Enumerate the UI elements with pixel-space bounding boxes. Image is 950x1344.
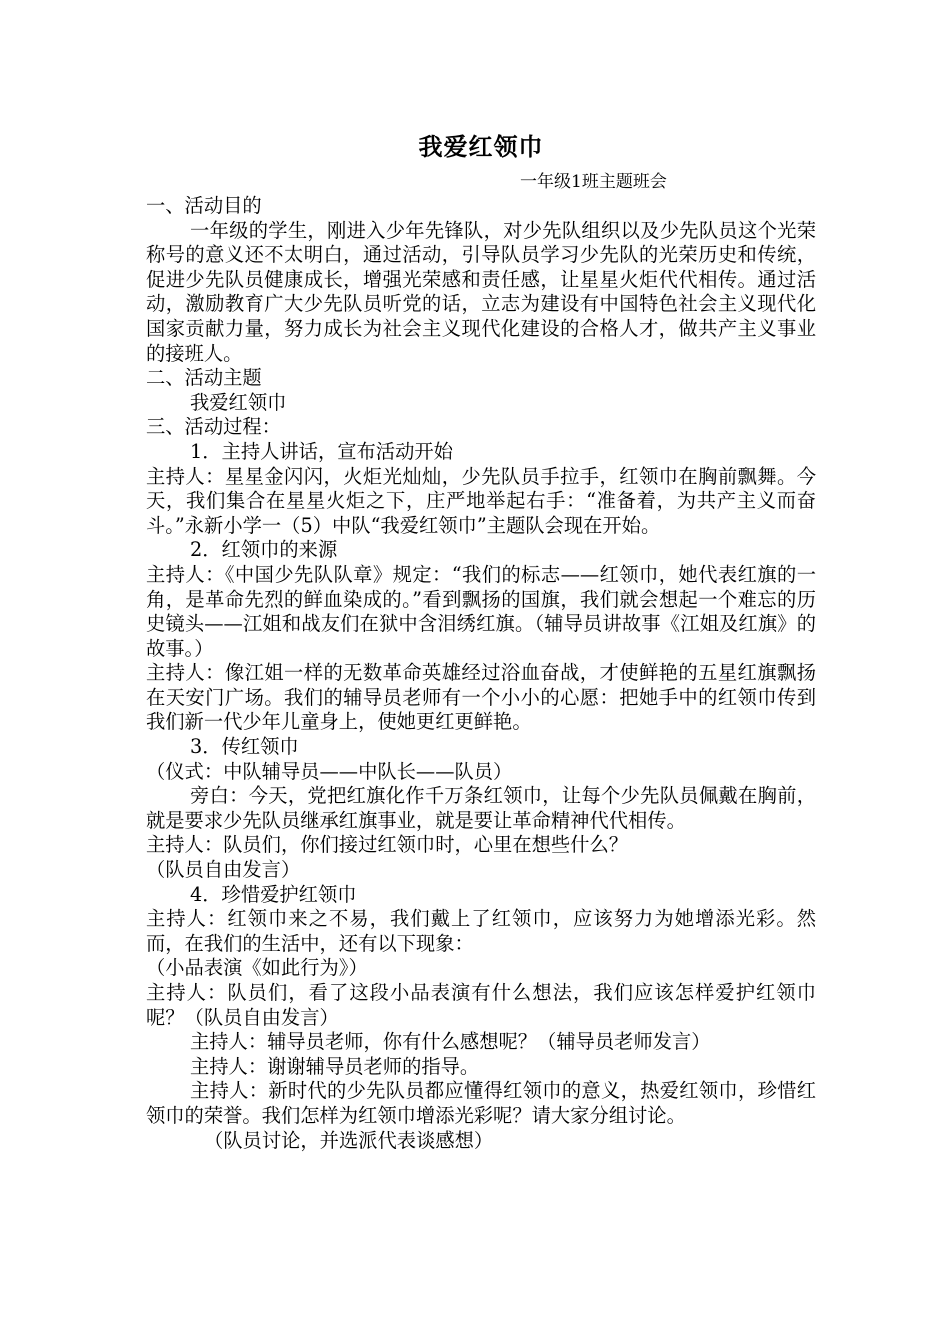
section-heading-theme: 二、活动主题 (146, 366, 262, 390)
paragraph: （队员讨论，并选派代表谈感想） (204, 1128, 494, 1152)
section-heading-purpose: 一、活动目的 (146, 194, 262, 217)
step-heading-4: 4．珍惜爱护红领巾 (190, 882, 357, 906)
section-heading-process: 三、活动过程： (146, 415, 281, 439)
paragraph: （仪式：中队辅导员——中队长——队员） (146, 759, 513, 783)
paragraph: （队员自由发言） (146, 858, 301, 882)
document-subtitle: 一年级1班主题班会 (520, 172, 667, 192)
paragraph: 主持人：新时代的少先队员都应懂得红领巾的意义，热爱红领巾，珍惜红领巾的荣誉。我们怎样为红领巾增添光彩呢？请大家分组讨论。 (146, 1079, 816, 1127)
document-page (146, 130, 816, 1153)
paragraph: 主持人：星星金闪闪，火炬光灿灿，少先队员手拉手，红领巾在胸前飘舞。今天，我们集合在星星火炬之下，庄严地举起右手：“准备着，为共产主义而奋斗。”永新小学一（5）中队“我爱红领巾”主题队会现在开始。 (146, 464, 816, 537)
paragraph: 主持人：辅导员老师，你有什么感想呢？（辅导员老师发言） (190, 1030, 711, 1054)
paragraph-theme: 我爱红领巾 (190, 390, 287, 414)
step-heading-2: 2．红领巾的来源 (190, 538, 338, 562)
step-heading-1: 1．主持人讲话，宣布活动开始 (190, 439, 453, 463)
paragraph: （小品表演《如此行为》） (146, 956, 368, 980)
paragraph: 主持人：像江姐一样的无数革命英雄经过浴血奋战，才使鲜艳的五星红旗飘扬在天安门广场。我们的辅导员老师有一个小小的心愿：把她手中的红领巾传到我们新一代少年儿童身上，使她更红更鲜艳。 (146, 661, 816, 734)
paragraph: 主持人：队员们，你们接过红领巾时，心里在想些什么？ (146, 833, 629, 857)
paragraph: 旁白：今天，党把红旗化作千万条红领巾，让每个少先队员佩戴在胸前，就是要求少先队员继承红旗事业，就是要让革命精神代代相传。 (146, 784, 816, 832)
paragraph: 主持人：队员们，看了这段小品表演有什么想法，我们应该怎样爱护红领巾呢？（队员自由发言） (146, 981, 816, 1029)
document-title: 我爱红领巾 (418, 132, 544, 161)
paragraph-purpose: 一年级的学生，刚进入少年先锋队，对少先队组织以及少先队员这个光荣称号的意义还不太明白，通过活动，引导队员学习少先队的光荣历史和传统，促进少先队员健康成长，增强光荣感和责任感，让星星火炬代代相传。通过活动，激励教育广大少先队员听党的话，立志为建设有中国特色社会主义现代化国家贡献力量，努力成长为社会主义现代化建设的合格人才，做共产主义事业的接班人。 (146, 218, 816, 365)
step-heading-3: 3．传红领巾 (190, 735, 299, 759)
paragraph: 主持人：谢谢辅导员老师的指导。 (190, 1054, 480, 1078)
paragraph: 主持人：《中国少先队队章》规定：“我们的标志——红领巾，她代表红旗的一角，是革命先烈的鲜血染成的。”看到飘扬的国旗，我们就会想起一个难忘的历史镜头——江姐和战友们在狱中含泪绣红旗。（辅导员讲故事《江姐及红旗》的故事。） (146, 562, 816, 660)
paragraph: 主持人：红领巾来之不易，我们戴上了红领巾，应该努力为她增添光彩。然而，在我们的生活中，还有以下现象： (146, 907, 816, 955)
